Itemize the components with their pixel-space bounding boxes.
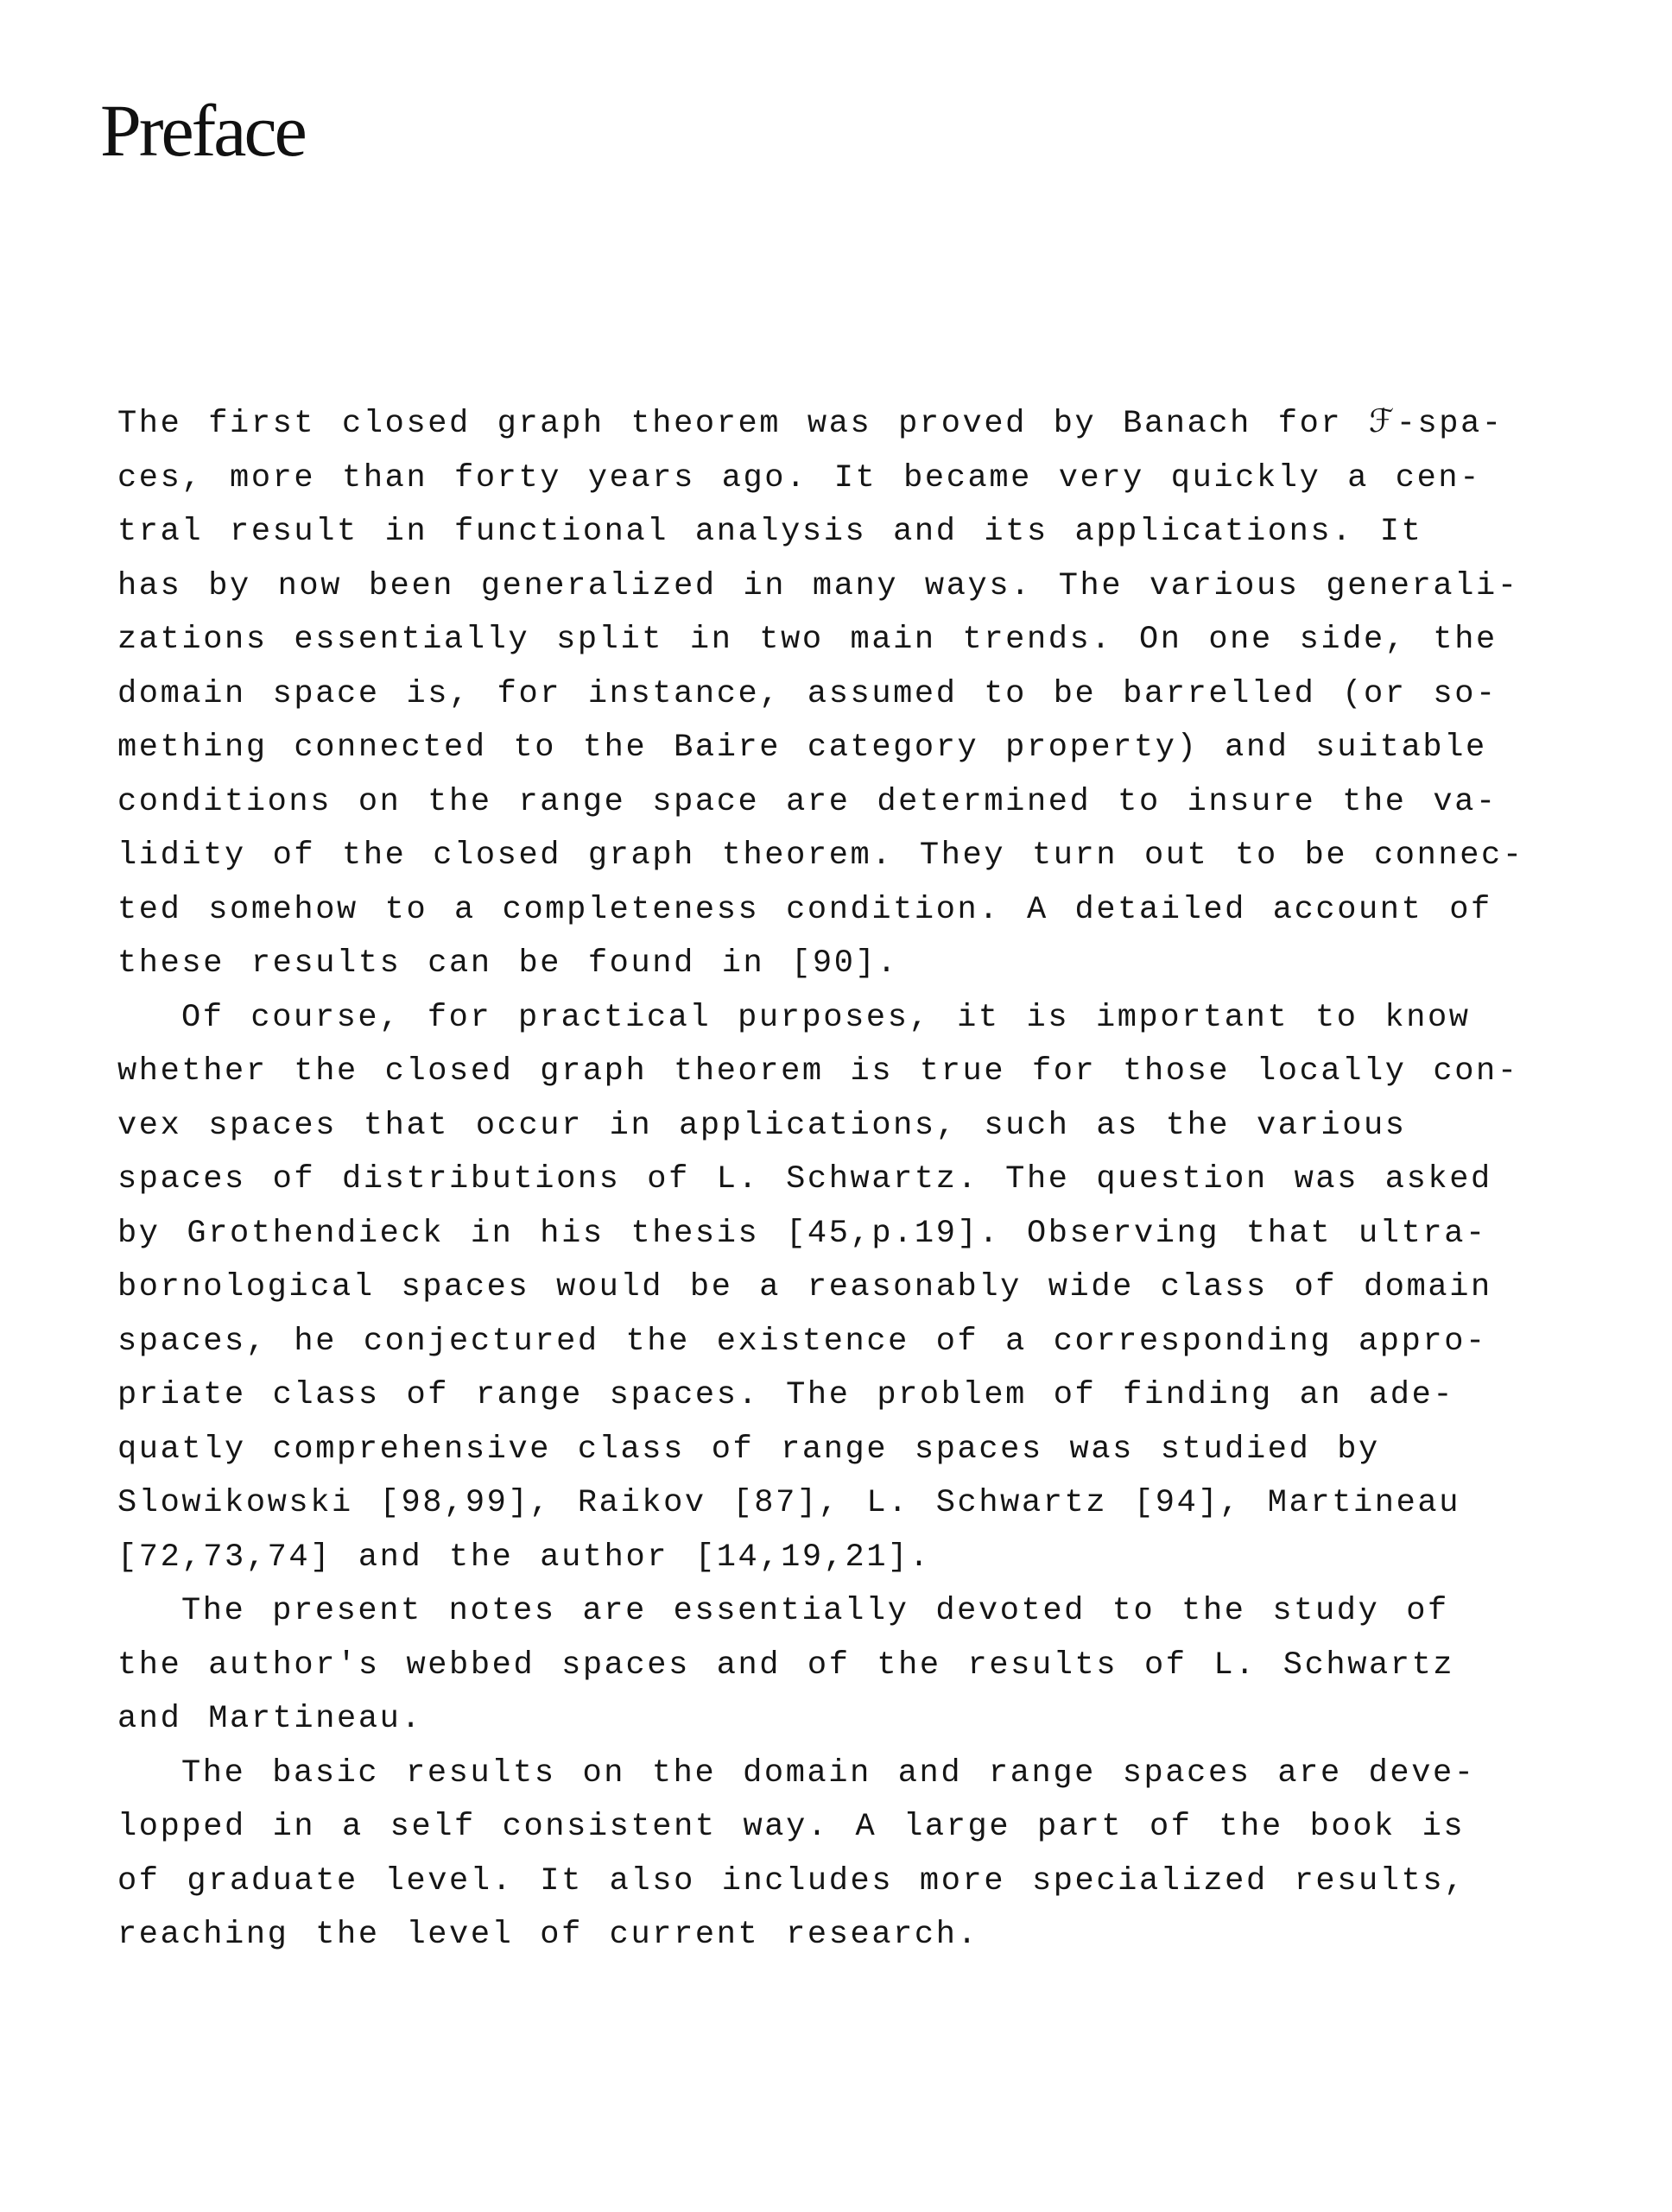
text-line: bornological spaces would be a reasonably wide class of domain — [117, 1269, 1492, 1305]
text-line: these results can be found in [90]. — [117, 945, 899, 982]
text-line: domain space is, for instance, assumed to be barrelled (or so- — [117, 675, 1498, 712]
paragraph — [117, 991, 1586, 1585]
text-line: The basic results on the domain and range spaces are deve- — [181, 1754, 1476, 1792]
text-line: and Martineau. — [117, 1701, 423, 1737]
text-line: reaching the level of current research. — [117, 1917, 979, 1953]
text-line: has by now been generalized in many ways. The various generali- — [117, 567, 1519, 604]
text-line: vex spaces that occur in applications, such as the various — [117, 1107, 1407, 1144]
paragraph — [117, 1747, 1586, 1962]
text-line: tral result in functional analysis and its applications. It — [117, 514, 1423, 550]
text-line: lopped in a self consistent way. A large part of the book is — [117, 1809, 1466, 1845]
text-line: The present notes are essentially devoted to the study of — [181, 1593, 1449, 1629]
text-line: spaces, he conjectured the existence of a corresponding appro- — [117, 1323, 1487, 1360]
text-line: quatly comprehensive class of range spaces was studied by — [117, 1431, 1380, 1468]
text-line: ted somehow to a completeness condition. A detailed account of — [117, 891, 1492, 928]
preface-body — [117, 397, 1586, 1962]
text-line: [72,73,74] and the author [14,19,21]. — [117, 1539, 931, 1576]
text-line: of graduate level. It also includes more specialized results, — [117, 1862, 1466, 1899]
text-line: ces, more than forty years ago. It became very quickly a cen- — [117, 459, 1482, 496]
page-title: Preface — [100, 89, 305, 172]
text-line: lidity of the closed graph theorem. They turn out to be connec- — [117, 837, 1524, 874]
paragraph — [117, 397, 1586, 991]
text-line: Slowikowski [98,99], Raikov [87], L. Schwartz [94], Martineau — [117, 1485, 1461, 1521]
text-line: The first closed graph theorem was proved by Banach for ℱ-spa- — [117, 406, 1504, 442]
text-line: zations essentially split in two main trends. On one side, the — [117, 622, 1498, 658]
text-line: conditions on the range space are determined to insure the va- — [117, 783, 1498, 820]
text-line: priate class of range spaces. The problem of finding an ade- — [117, 1377, 1455, 1413]
text-line: by Grothendieck in his thesis [45,p.19]. Observing that ultra- — [117, 1215, 1487, 1252]
text-line: the author's webbed spaces and of the results of L. Schwartz — [117, 1646, 1455, 1684]
paragraph — [117, 1584, 1586, 1747]
text-line: spaces of distributions of L. Schwartz. The question was asked — [117, 1161, 1492, 1198]
text-line: mething connected to the Baire category property) and suitable — [117, 730, 1487, 766]
text-line: whether the closed graph theorem is true for those locally con- — [117, 1053, 1519, 1090]
text-line: Of course, for practical purposes, it is important to know — [181, 999, 1471, 1036]
